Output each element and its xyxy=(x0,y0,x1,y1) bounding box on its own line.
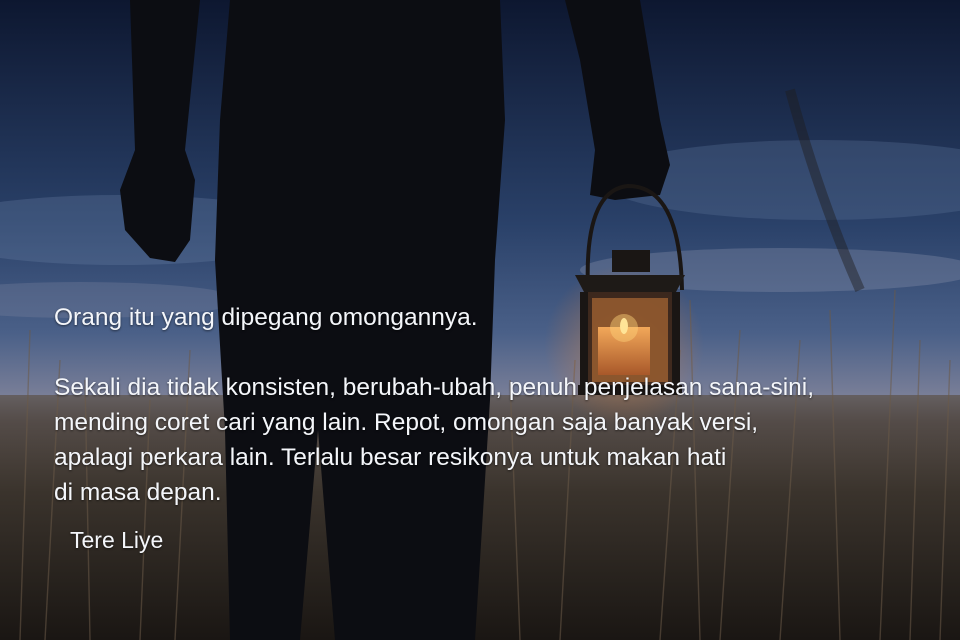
quote-line: mending coret cari yang lain. Repot, omongan saja banyak versi, xyxy=(54,409,759,436)
quote-author: Tere Liye xyxy=(70,527,164,553)
quote-text xyxy=(54,300,934,510)
quote-opening: Orang itu yang dipegang omongannya. xyxy=(54,304,478,331)
quote-line: apalagi perkara lain. Terlalu besar resikonya untuk makan hati xyxy=(54,444,727,471)
quote-line: Sekali dia tidak konsisten, berubah-ubah, penuh penjelasan sana-sini, xyxy=(54,374,815,401)
quote-line: di masa depan. xyxy=(54,479,222,506)
